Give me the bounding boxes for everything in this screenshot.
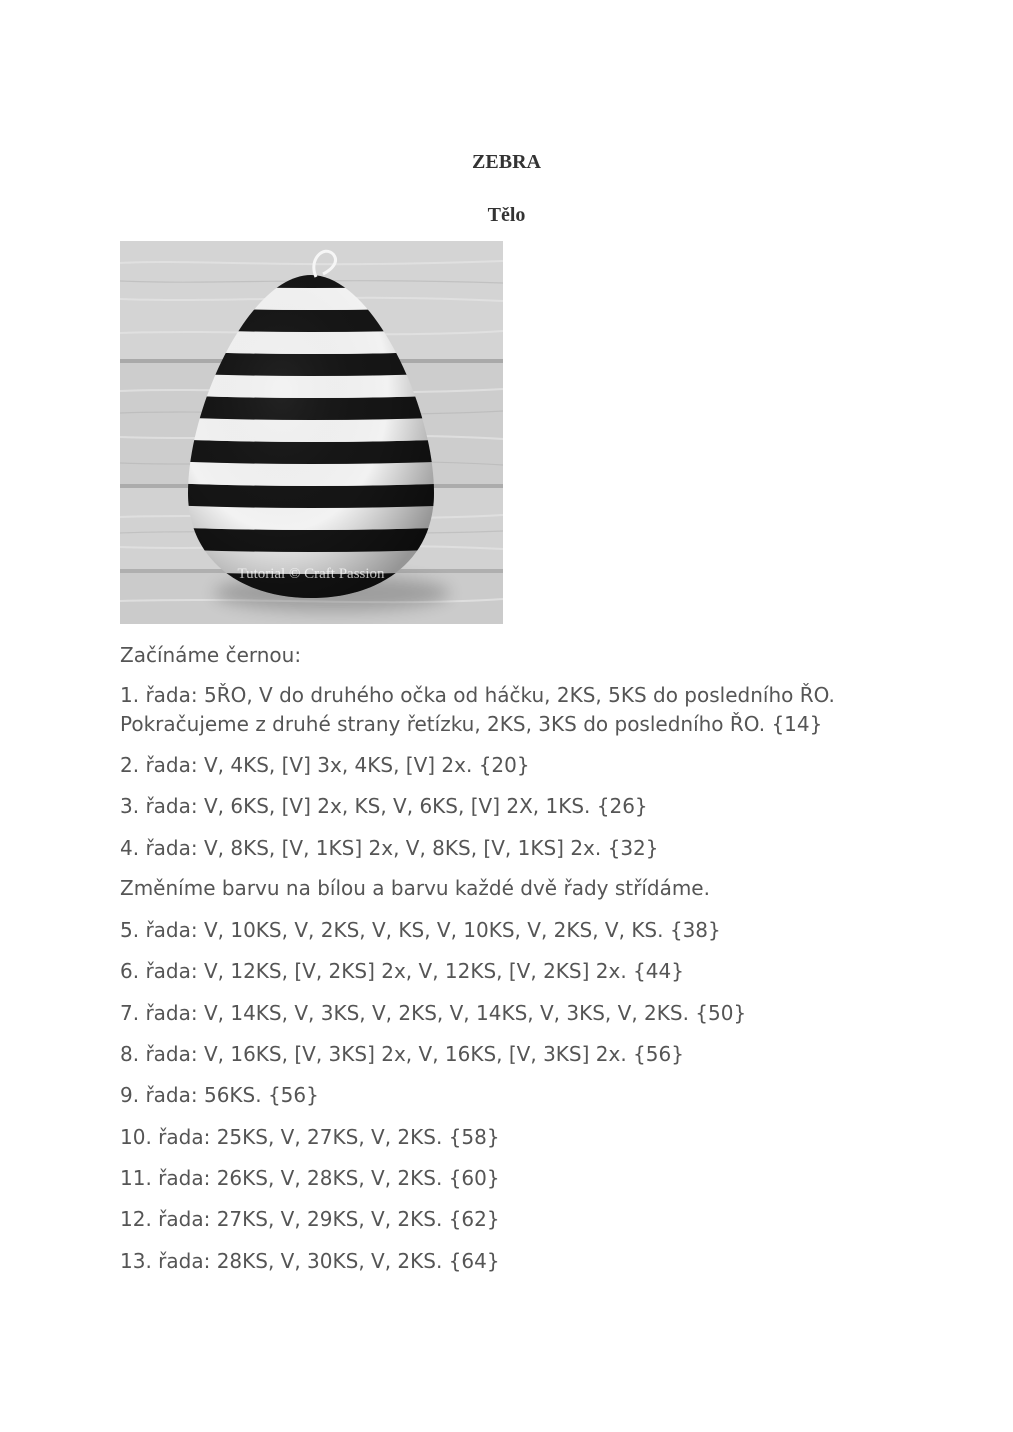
zebra-body-photo bbox=[120, 241, 503, 624]
row-6-instruction bbox=[120, 957, 684, 986]
section-heading: Tělo bbox=[487, 204, 526, 226]
paragraph-line: 13. řada: 28KS, V, 30KS, V, 2KS. {64} bbox=[120, 1249, 500, 1273]
row-9-instruction bbox=[120, 1081, 319, 1110]
photo-illustration bbox=[120, 241, 503, 624]
paragraph-line: Začínáme černou: bbox=[120, 643, 302, 667]
row-7-instruction bbox=[120, 999, 746, 1028]
paragraph-line: 10. řada: 25KS, V, 27KS, V, 2KS. {58} bbox=[120, 1125, 500, 1149]
paragraph-color-change bbox=[120, 874, 710, 903]
row-1-instruction bbox=[120, 681, 835, 739]
row-8-instruction bbox=[120, 1040, 684, 1069]
paragraph-line: 4. řada: V, 8KS, [V, 1KS] 2x, V, 8KS, [V, 1KS] 2x. {32} bbox=[120, 836, 659, 860]
row-10-instruction bbox=[120, 1123, 500, 1152]
paragraph-line: 12. řada: 27KS, V, 29KS, V, 2KS. {62} bbox=[120, 1207, 500, 1231]
paragraph-line: 9. řada: 56KS. {56} bbox=[120, 1083, 319, 1107]
row-12-instruction bbox=[120, 1205, 500, 1234]
row-3-instruction bbox=[120, 792, 648, 821]
paragraph-line: 6. řada: V, 12KS, [V, 2KS] 2x, V, 12KS, [V, 2KS] 2x. {44} bbox=[120, 959, 684, 983]
row-11-instruction bbox=[120, 1164, 500, 1193]
paragraph-line: 5. řada: V, 10KS, V, 2KS, V, KS, V, 10KS, V, 2KS, V, KS. {38} bbox=[120, 918, 721, 942]
row-4-instruction bbox=[120, 834, 659, 863]
paragraph-line: Pokračujeme z druhé strany řetízku, 2KS, 3KS do posledního ŘO. {14} bbox=[120, 712, 823, 736]
document-title: ZEBRA bbox=[472, 151, 541, 173]
paragraph-line: 2. řada: V, 4KS, [V] 3x, 4KS, [V] 2x. {20} bbox=[120, 753, 530, 777]
paragraph-line: 3. řada: V, 6KS, [V] 2x, KS, V, 6KS, [V] 2X, 1KS. {26} bbox=[120, 794, 648, 818]
photo-watermark: Tutorial © Craft Passion bbox=[237, 566, 385, 582]
paragraph-intro bbox=[120, 641, 301, 670]
row-13-instruction bbox=[120, 1247, 500, 1276]
paragraph-line: 8. řada: V, 16KS, [V, 3KS] 2x, V, 16KS, [V, 3KS] 2x. {56} bbox=[120, 1042, 684, 1066]
paragraph-line: 7. řada: V, 14KS, V, 3KS, V, 2KS, V, 14KS, V, 3KS, V, 2KS. {50} bbox=[120, 1001, 747, 1025]
paragraph-line: Změníme barvu na bílou a barvu každé dvě řady střídáme. bbox=[120, 876, 710, 900]
paragraph-line: 11. řada: 26KS, V, 28KS, V, 2KS. {60} bbox=[120, 1166, 500, 1190]
paragraph-line: 1. řada: 5ŘO, V do druhého očka od háčku, 2KS, 5KS do posledního ŘO. bbox=[120, 683, 835, 707]
row-5-instruction bbox=[120, 916, 721, 945]
row-2-instruction bbox=[120, 751, 530, 780]
